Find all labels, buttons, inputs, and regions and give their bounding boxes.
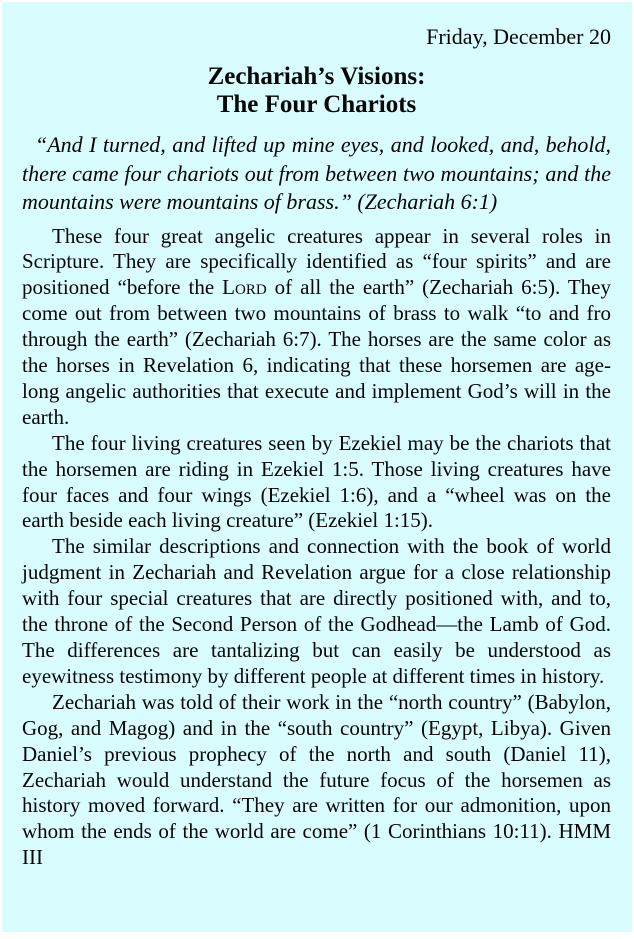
paragraph-4: Zechariah was told of their work in the “north country” (Babylon, Gog, and Magog) and in the “south country” (Egypt, Libya). Given Daniel’s previous prophecy of the north and south (Daniel 11), Zechariah would understand the future focus of the horsemen as history moved forward. “They are written for our admonition, upon whom the ends of the world are come” (1 Corinthians 10:11). HMM III (22, 689, 611, 870)
title-line-2: The Four Chariots (216, 91, 417, 118)
body-copy (22, 224, 611, 872)
scripture-quote-reference: (Zechariah 6:1) (357, 189, 498, 214)
lord-smallcaps: Lord (222, 275, 267, 300)
date-heading: Friday, December 20 (426, 24, 611, 49)
paragraph-1-after-lord: of all the earth” (Zechariah 6:5). They come out from between two mountains of brass to walk “to and fro through the earth” (Zechariah 6:7). The horses are the same color as the horses in Revelation 6, indicating that these horsemen are age-long angelic authorities that execute and implement God’s will in the earth. (22, 275, 611, 429)
paragraph-1 (22, 224, 611, 431)
devotional-page (2, 2, 632, 932)
page-title (22, 63, 611, 119)
paragraph-2: The four living creatures seen by Ezekiel may be the chariots that the horsemen are riding in Ezekiel 1:5. Those living creatures have four faces and four wings (Ezekiel 1:6), and a “wheel was on the earth beside each living creature” (Ezekiel 1:15). (22, 430, 611, 533)
paragraph-3: The similar descriptions and connection with the book of world judgment in Zechariah and Revelation argue for a close relationship with four special creatures that are directly positioned with, and to, the throne of the Second Person of the Godhead—the Lamb of God. The differences are tantalizing but can easily be understood as eyewitness testimony by different people at different times in history. (22, 534, 611, 688)
title-line-1: Zechariah’s Visions: (207, 63, 426, 90)
scripture-quote (22, 131, 611, 217)
scripture-quote-text: “And I turned, and lifted up mine eyes, and looked, and, behold, there came four chariots out from between two mountains; and the mountains were mountains of brass.” (22, 132, 611, 214)
paragraph-1-before-lord: These four great angelic creatures appear in several roles in Scripture. They are specifically identified as “four spirits” and are positioned “before the (22, 223, 611, 300)
